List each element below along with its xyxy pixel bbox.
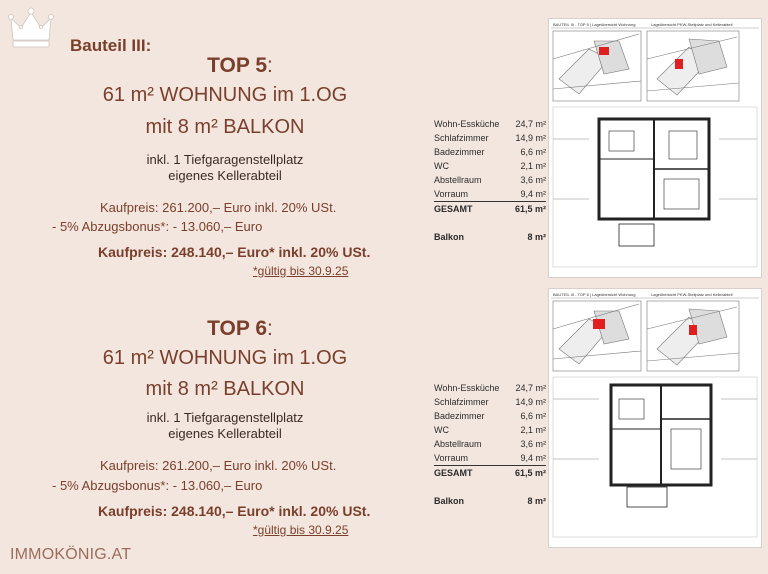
total-area: 61,5 m² [514, 468, 546, 478]
unit-valid-note: *gültig bis 30.9.25 [253, 523, 349, 537]
room-name: Wohn-Essküche [434, 119, 500, 129]
unit-parking-line: inkl. 1 Tiefgaragenstellplatz [146, 152, 304, 167]
total-area: 61,5 m² [514, 204, 546, 214]
bauteil-label: Bauteil III: [70, 36, 152, 55]
site-map-right [647, 31, 739, 101]
room-area: 2,1 m² [520, 161, 546, 171]
room-area: 9,4 m² [520, 453, 546, 463]
unit-title [150, 54, 330, 78]
unit-top-label: TOP 6 [207, 317, 268, 340]
room-row [434, 117, 546, 131]
floor-plan-drawing [549, 289, 761, 547]
parking-highlight [689, 325, 697, 335]
unit-balcony-line: mit 8 m² BALKON [145, 378, 305, 400]
unit-title [150, 317, 330, 341]
room-row [434, 173, 546, 187]
unit-parking-line: inkl. 1 Tiefgaragenstellplatz [146, 410, 304, 425]
total-label: GESAMT [434, 204, 473, 214]
unit-highlight [599, 47, 609, 55]
room-name: Vorraum [434, 453, 469, 463]
plan-head-left: BAUTEIL III - TOP 6 | Lageübersicht Wohnung [553, 292, 636, 297]
plan-head-right: Lageübersicht PKW-Stellplatz und Kellerabteil [651, 22, 733, 27]
unit-size-line: 61 m² WOHNUNG im 1.OG [102, 84, 348, 106]
floor-plan-sheet [548, 18, 762, 278]
room-name: Vorraum [434, 189, 469, 199]
unit-size-line: 61 m² WOHNUNG im 1.OG [102, 347, 348, 369]
brand-footer: IMMOKÖNIG.AT [10, 546, 132, 563]
unit-cellar-line: eigenes Kellerabteil [168, 168, 282, 183]
unit-final-price: Kaufpreis: 248.140,– Euro* inkl. 20% USt. [98, 244, 371, 260]
balkon-area: 8 m² [527, 496, 546, 506]
room-table [434, 381, 546, 506]
room-row [434, 423, 546, 437]
room-name: Wohn-Essküche [434, 383, 500, 393]
unit-highlight [593, 319, 605, 329]
room-area: 24,7 m² [515, 383, 546, 393]
unit-discount: - 5% Abzugsbonus*: - 13.060,– Euro [52, 478, 263, 493]
apartment-plan [553, 107, 757, 267]
room-total-row [434, 202, 546, 216]
total-label: GESAMT [434, 468, 473, 478]
parking-highlight [675, 59, 683, 69]
room-row [434, 159, 546, 173]
room-name: WC [434, 425, 449, 435]
room-name: WC [434, 161, 449, 171]
plan-head-right: Lageübersicht PKW-Stellplatz und Kellerabteil [651, 292, 733, 297]
room-area: 24,7 m² [515, 119, 546, 129]
room-area: 2,1 m² [520, 425, 546, 435]
room-name: Abstellraum [434, 175, 482, 185]
room-area: 3,6 m² [520, 439, 546, 449]
room-area: 6,6 m² [520, 411, 546, 421]
room-row [434, 451, 546, 466]
room-row [434, 395, 546, 409]
room-table [434, 117, 546, 242]
room-name: Badezimmer [434, 147, 485, 157]
site-map-left [553, 301, 641, 371]
room-name: Schlafzimmer [434, 397, 489, 407]
room-row [434, 145, 546, 159]
balkon-label: Balkon [434, 232, 465, 242]
unit-cellar-line: eigenes Kellerabteil [168, 426, 282, 441]
unit-discount: - 5% Abzugsbonus*: - 13.060,– Euro [52, 219, 263, 234]
room-area: 14,9 m² [515, 397, 546, 407]
unit-price: Kaufpreis: 261.200,– Euro inkl. 20% USt. [100, 458, 337, 473]
room-area: 9,4 m² [520, 189, 546, 199]
unit-final-price: Kaufpreis: 248.140,– Euro* inkl. 20% USt. [98, 503, 371, 519]
site-map-right [647, 301, 739, 371]
balkon-label: Balkon [434, 496, 465, 506]
balkon-row [434, 232, 546, 242]
room-row [434, 409, 546, 423]
room-row [434, 437, 546, 451]
site-map-left [553, 31, 641, 101]
unit-valid-note: *gültig bis 30.9.25 [253, 264, 349, 278]
apartment-plan [553, 377, 757, 537]
unit-top-label: TOP 5 [207, 54, 268, 77]
balkon-area: 8 m² [527, 232, 546, 242]
room-row [434, 381, 546, 395]
unit-price: Kaufpreis: 261.200,– Euro inkl. 20% USt. [100, 200, 337, 215]
plan-head-left: BAUTEIL III - TOP 5 | Lageübersicht Wohnung [553, 22, 636, 27]
crown-logo-icon [8, 6, 54, 52]
room-row [434, 187, 546, 202]
room-name: Schlafzimmer [434, 133, 489, 143]
unit-title-colon: : [267, 54, 273, 77]
room-area: 6,6 m² [520, 147, 546, 157]
room-row [434, 131, 546, 145]
room-area: 14,9 m² [515, 133, 546, 143]
unit-title-colon: : [267, 317, 273, 340]
room-name: Abstellraum [434, 439, 482, 449]
floor-plan-drawing [549, 19, 761, 277]
room-name: Badezimmer [434, 411, 485, 421]
room-total-row [434, 466, 546, 480]
balkon-row [434, 496, 546, 506]
unit-balcony-line: mit 8 m² BALKON [145, 116, 305, 138]
room-area: 3,6 m² [520, 175, 546, 185]
floor-plan-sheet [548, 288, 762, 548]
